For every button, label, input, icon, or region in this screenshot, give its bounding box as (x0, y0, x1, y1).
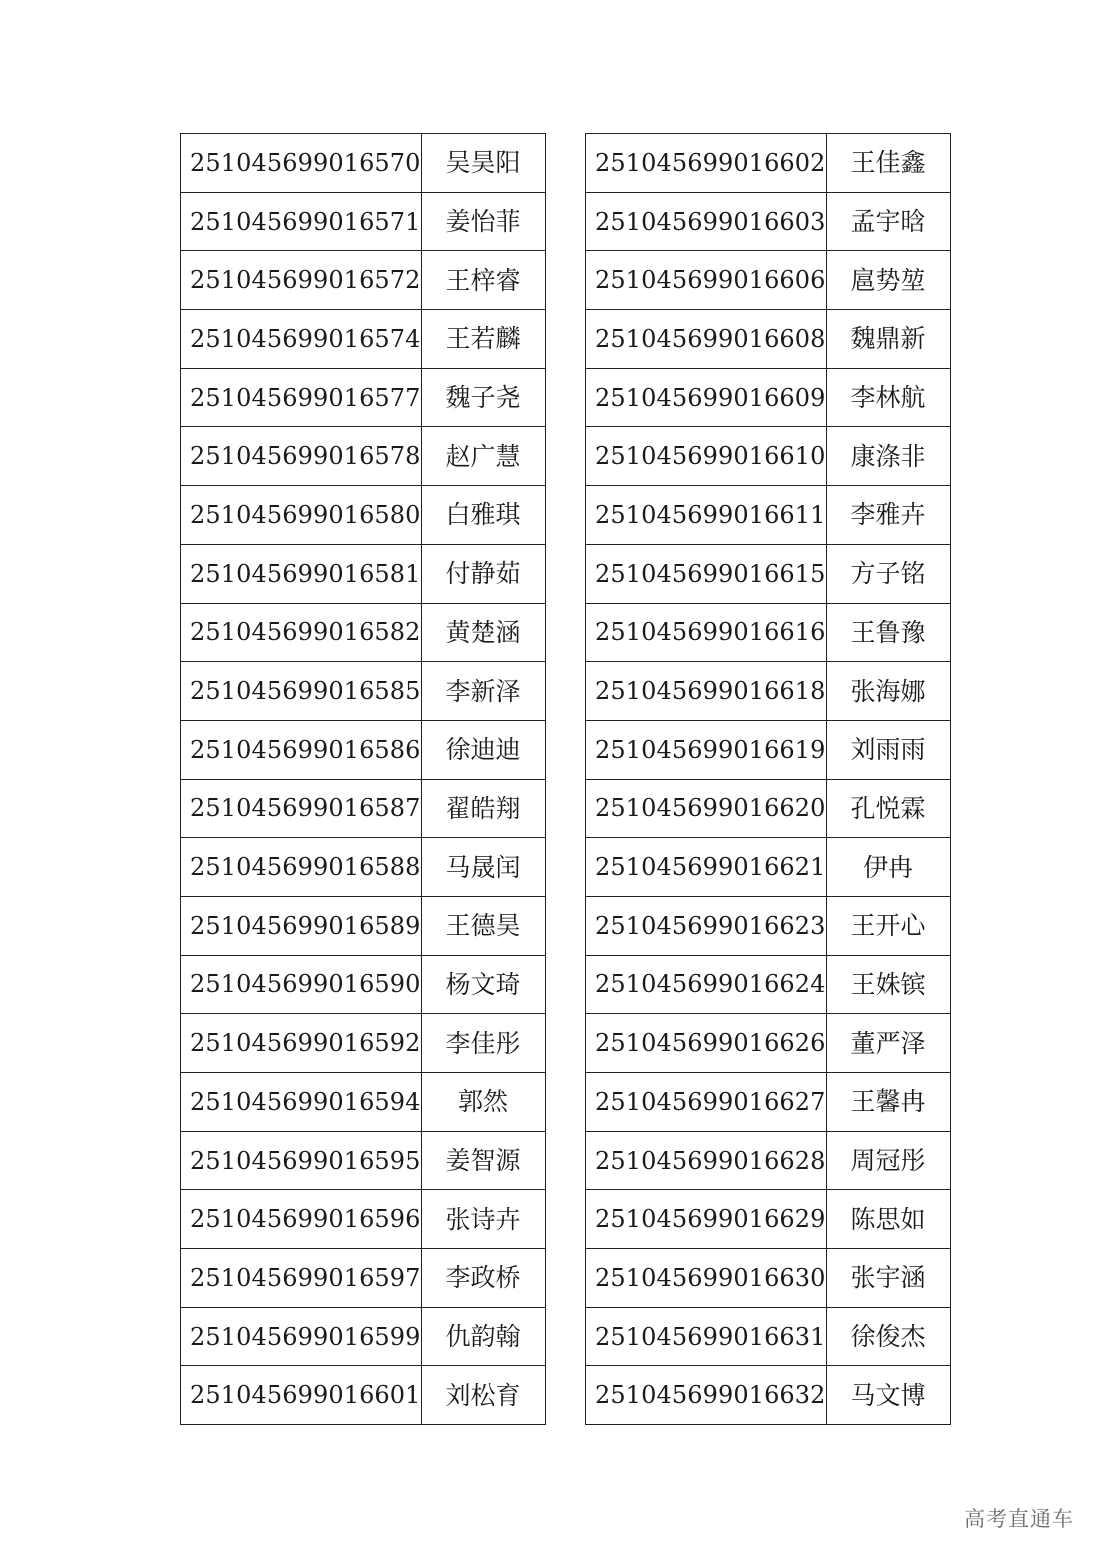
student-name-cell: 刘雨雨 (826, 720, 950, 779)
student-name-cell: 黄楚涵 (421, 603, 545, 662)
table-row (181, 1131, 546, 1190)
table-row (181, 310, 546, 369)
student-name-cell: 姜怡菲 (421, 192, 545, 251)
exam-number-cell: 251045699016631 (586, 1307, 827, 1366)
table-row (181, 1014, 546, 1073)
table-row (586, 251, 951, 310)
student-name-cell: 赵广慧 (421, 427, 545, 486)
student-name-cell: 郭然 (421, 1073, 545, 1132)
exam-number-cell: 251045699016608 (586, 310, 827, 369)
table-row (181, 192, 546, 251)
exam-number-cell: 251045699016603 (586, 192, 827, 251)
student-name-cell: 张诗卉 (421, 1190, 545, 1249)
student-name-cell: 王馨冉 (826, 1073, 950, 1132)
table-row (181, 1249, 546, 1308)
student-name-cell: 王佳鑫 (826, 134, 950, 193)
table-row (586, 310, 951, 369)
student-name-cell: 张海娜 (826, 662, 950, 721)
table-row (181, 1366, 546, 1425)
exam-number-cell: 251045699016630 (586, 1249, 827, 1308)
student-name-cell: 姜智源 (421, 1131, 545, 1190)
student-name-cell: 付静茹 (421, 544, 545, 603)
exam-number-cell: 251045699016587 (181, 779, 422, 838)
exam-number-cell: 251045699016632 (586, 1366, 827, 1425)
exam-number-cell: 251045699016611 (586, 486, 827, 545)
watermark-text: 高考直通车 (964, 1507, 1074, 1531)
table-row (181, 427, 546, 486)
exam-number-cell: 251045699016589 (181, 896, 422, 955)
student-name-cell: 马文博 (826, 1366, 950, 1425)
table-row (586, 1307, 951, 1366)
exam-number-cell: 251045699016590 (181, 955, 422, 1014)
student-name-cell: 扈势堃 (826, 251, 950, 310)
table-row (586, 134, 951, 193)
student-name-cell: 白雅琪 (421, 486, 545, 545)
exam-number-cell: 251045699016570 (181, 134, 422, 193)
student-name-cell: 马晟闰 (421, 838, 545, 897)
table-row (586, 1190, 951, 1249)
student-name-cell: 仇韵翰 (421, 1307, 545, 1366)
table-row (181, 955, 546, 1014)
table-row (181, 1190, 546, 1249)
table-row (181, 838, 546, 897)
table-row (586, 955, 951, 1014)
exam-number-cell: 251045699016615 (586, 544, 827, 603)
table-row (586, 1249, 951, 1308)
student-name-cell: 魏子尧 (421, 368, 545, 427)
table-row (586, 662, 951, 721)
roster-table-left (180, 133, 546, 1425)
table-row (586, 779, 951, 838)
table-row (586, 544, 951, 603)
student-name-cell: 王鲁豫 (826, 603, 950, 662)
exam-number-cell: 251045699016621 (586, 838, 827, 897)
student-name-cell: 王开心 (826, 896, 950, 955)
exam-number-cell: 251045699016595 (181, 1131, 422, 1190)
student-name-cell: 王德昊 (421, 896, 545, 955)
exam-number-cell: 251045699016571 (181, 192, 422, 251)
table-row (586, 896, 951, 955)
exam-number-cell: 251045699016586 (181, 720, 422, 779)
student-name-cell: 周冠彤 (826, 1131, 950, 1190)
student-name-cell: 李林航 (826, 368, 950, 427)
table-row (586, 838, 951, 897)
student-name-cell: 李新泽 (421, 662, 545, 721)
roster-table-right-body (586, 134, 951, 1425)
exam-number-cell: 251045699016581 (181, 544, 422, 603)
exam-number-cell: 251045699016572 (181, 251, 422, 310)
table-row (586, 1073, 951, 1132)
exam-number-cell: 251045699016574 (181, 310, 422, 369)
table-row (586, 192, 951, 251)
table-row (586, 427, 951, 486)
exam-number-cell: 251045699016601 (181, 1366, 422, 1425)
exam-number-cell: 251045699016623 (586, 896, 827, 955)
table-row (181, 544, 546, 603)
student-name-cell: 伊冉 (826, 838, 950, 897)
table-row (181, 662, 546, 721)
exam-number-cell: 251045699016626 (586, 1014, 827, 1073)
exam-number-cell: 251045699016596 (181, 1190, 422, 1249)
table-row (181, 896, 546, 955)
student-name-cell: 董严泽 (826, 1014, 950, 1073)
exam-number-cell: 251045699016627 (586, 1073, 827, 1132)
table-row (586, 368, 951, 427)
student-name-cell: 翟皓翔 (421, 779, 545, 838)
student-name-cell: 李政桥 (421, 1249, 545, 1308)
exam-number-cell: 251045699016578 (181, 427, 422, 486)
exam-number-cell: 251045699016588 (181, 838, 422, 897)
table-row (181, 603, 546, 662)
exam-number-cell: 251045699016628 (586, 1131, 827, 1190)
roster-table-right (585, 133, 951, 1425)
exam-number-cell: 251045699016624 (586, 955, 827, 1014)
exam-number-cell: 251045699016616 (586, 603, 827, 662)
roster-table-left-body (181, 134, 546, 1425)
student-name-cell: 徐迪迪 (421, 720, 545, 779)
table-row (586, 603, 951, 662)
exam-number-cell: 251045699016619 (586, 720, 827, 779)
table-row (181, 779, 546, 838)
exam-number-cell: 251045699016580 (181, 486, 422, 545)
exam-number-cell: 251045699016577 (181, 368, 422, 427)
exam-number-cell: 251045699016585 (181, 662, 422, 721)
table-row (181, 1073, 546, 1132)
student-name-cell: 王若麟 (421, 310, 545, 369)
student-name-cell: 康涤非 (826, 427, 950, 486)
exam-number-cell: 251045699016629 (586, 1190, 827, 1249)
exam-number-cell: 251045699016602 (586, 134, 827, 193)
student-name-cell: 张宇涵 (826, 1249, 950, 1308)
exam-number-cell: 251045699016597 (181, 1249, 422, 1308)
student-name-cell: 吴昊阳 (421, 134, 545, 193)
student-name-cell: 王梓睿 (421, 251, 545, 310)
student-name-cell: 方子铭 (826, 544, 950, 603)
student-name-cell: 魏鼎新 (826, 310, 950, 369)
table-row (181, 486, 546, 545)
student-name-cell: 李佳彤 (421, 1014, 545, 1073)
student-name-cell: 陈思如 (826, 1190, 950, 1249)
student-name-cell: 王姝镔 (826, 955, 950, 1014)
table-row (181, 251, 546, 310)
table-row (181, 368, 546, 427)
student-name-cell: 徐俊杰 (826, 1307, 950, 1366)
exam-number-cell: 251045699016582 (181, 603, 422, 662)
table-row (181, 1307, 546, 1366)
table-row (586, 1131, 951, 1190)
table-row (181, 720, 546, 779)
table-row (586, 1014, 951, 1073)
table-row (586, 720, 951, 779)
exam-number-cell: 251045699016610 (586, 427, 827, 486)
student-name-cell: 李雅卉 (826, 486, 950, 545)
student-name-cell: 孟宇晗 (826, 192, 950, 251)
table-row (586, 486, 951, 545)
table-row (586, 1366, 951, 1425)
student-name-cell: 杨文琦 (421, 955, 545, 1014)
student-name-cell: 刘松育 (421, 1366, 545, 1425)
exam-number-cell: 251045699016618 (586, 662, 827, 721)
exam-number-cell: 251045699016599 (181, 1307, 422, 1366)
exam-number-cell: 251045699016609 (586, 368, 827, 427)
exam-number-cell: 251045699016606 (586, 251, 827, 310)
table-row (181, 134, 546, 193)
exam-number-cell: 251045699016620 (586, 779, 827, 838)
exam-number-cell: 251045699016594 (181, 1073, 422, 1132)
student-name-cell: 孔悦霖 (826, 779, 950, 838)
exam-number-cell: 251045699016592 (181, 1014, 422, 1073)
